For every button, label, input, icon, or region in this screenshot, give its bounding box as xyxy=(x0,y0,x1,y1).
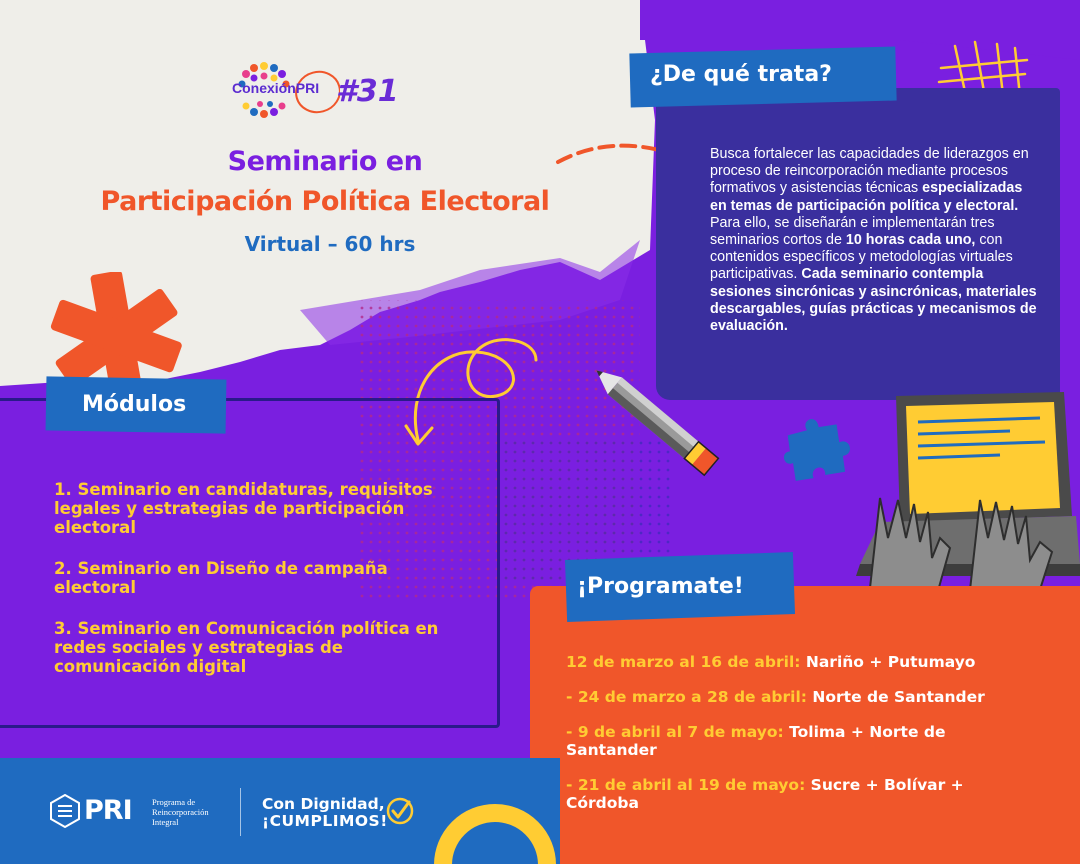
about-body xyxy=(710,146,1040,335)
about-body-segment: con contenidos específicos y metodologías virtuales participativas. xyxy=(710,232,1013,283)
module-item: 3. Seminario en Comunicación política en redes sociales y estrategias de comunicación digital xyxy=(54,619,439,676)
schedule-list xyxy=(566,653,1036,829)
title-line-1: Seminario en xyxy=(227,146,423,177)
modules-heading: Módulos xyxy=(82,392,187,417)
schedule-item: - 24 de marzo a 28 de abril: Norte de Santander xyxy=(566,688,985,706)
slogan-line-1: Con Dignidad, xyxy=(262,795,385,813)
about-body-segment: Para ello, se diseñarán e implementarán tres seminarios cortos de xyxy=(710,214,995,249)
checkmark-icon xyxy=(385,796,415,826)
about-body-segment: Busca fortalecer las capacidades de liderazgos en proceso de reincorporación mediante procesos formativos y asistencias técnicas xyxy=(710,146,1029,197)
footer-divider xyxy=(240,788,241,836)
about-body-segment: Cada seminario contempla sesiones sincrónicas y asincrónicas, materiales descargables, guías prácticas y mecanismos de evaluación. xyxy=(710,266,1037,335)
schedule-heading: ¡Programate! xyxy=(577,574,744,599)
pencil-icon xyxy=(574,350,734,490)
module-item: 1. Seminario en candidaturas, requisitos legales y estrategias de participación electoral xyxy=(54,480,433,537)
about-body-segment: 10 horas cada uno, xyxy=(845,232,976,249)
pri-subtitle: Programa de Reincorporación Integral xyxy=(152,797,209,827)
title-line-2: Participación Política Electoral xyxy=(100,186,550,217)
pri-wordmark: PRI xyxy=(84,795,132,826)
about-body-segment: especializadas en temas de participación política y electoral. xyxy=(710,180,1023,214)
schedule-item: - 9 de abril al 7 de mayo: Tolima + Norte de Santander xyxy=(566,723,946,759)
slogan-line-2: ¡CUMPLIMOS! xyxy=(262,812,388,830)
pri-emblem-icon xyxy=(50,794,80,828)
yellow-ring-icon xyxy=(430,800,560,864)
issue-number: #31 xyxy=(336,74,399,109)
modules-list xyxy=(54,480,474,698)
schedule-item: 12 de marzo al 16 de abril: Nariño + Putumayo xyxy=(566,653,976,671)
logo-text: ConexiónPRI xyxy=(232,80,320,96)
module-item: 2. Seminario en Diseño de campaña electoral xyxy=(54,559,388,597)
schedule-item: - 21 de abril al 19 de mayo: Sucre + Bolívar + Córdoba xyxy=(566,776,964,812)
about-heading: ¿De qué trata? xyxy=(650,62,832,87)
title-line-3: Virtual – 60 hrs xyxy=(244,232,416,256)
